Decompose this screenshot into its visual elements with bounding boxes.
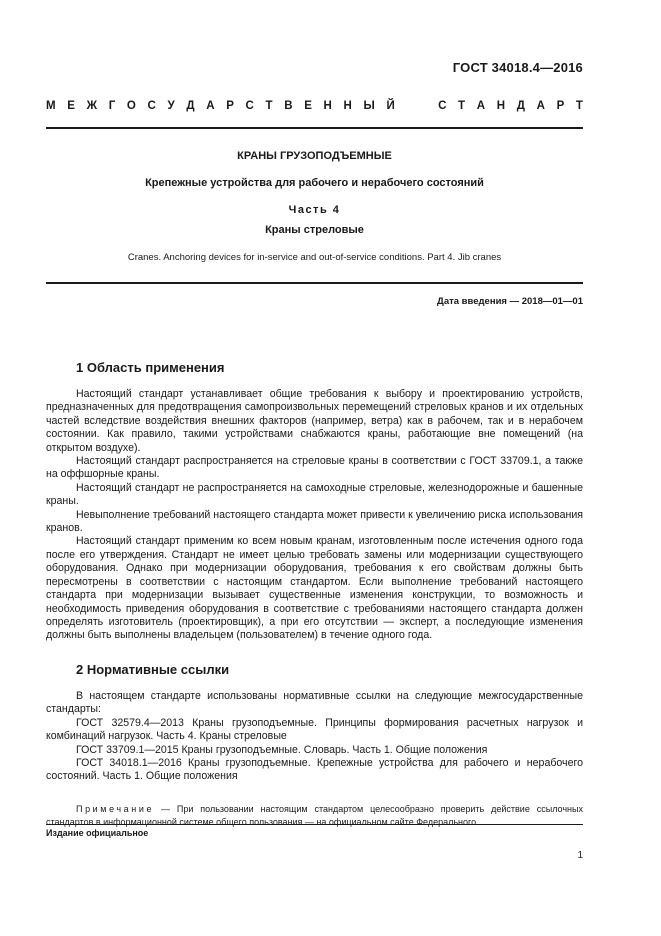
banner-letter: С xyxy=(147,100,156,112)
header-rule xyxy=(46,127,583,129)
banner-gap xyxy=(406,100,426,112)
banner-letter: А xyxy=(206,100,215,112)
paragraph: Настоящий стандарт распространяется на стреловые краны в соответствии с ГОСТ 33709.1, а также на оффшорные краны. xyxy=(46,455,583,481)
banner-letter: Е xyxy=(67,100,75,112)
banner-letter: Т xyxy=(265,100,273,112)
banner-letter: М xyxy=(46,100,56,112)
banner-letter: Й xyxy=(386,100,395,112)
document-title: КРАНЫ ГРУЗОПОДЪЕМНЫЕ xyxy=(237,150,392,162)
reference-item: ГОСТ 33709.1—2015 Краны грузоподъемные. Словарь. Часть 1. Общие положения xyxy=(76,743,488,756)
paragraph: Настоящий стандарт применим ко всем новым кранам, изготовленным после истечения одного года после его утверждения. Стандарт не имеет целью требовать замены или модернизации существующего оборудования. Однако при модернизации оборудования, требования к его свойствам должны быть пересмотрены в соответствии с настоящим стандартом. Если выполнение требований настоящего стандарта при модернизации вызывает существенные изменения конструкции, то возможность и необходимость приведения оборудования в соответствие с требованиями настоящего стандарта должен определять изготовитель (проектировщик), а при его отсутствии — эксперт, а последующие изменения должны быть выполнены владельцем (пользователем) в течение одного года. xyxy=(46,535,583,642)
banner-letter: А xyxy=(536,100,545,112)
standard-code: ГОСТ 34018.4—2016 xyxy=(452,60,583,75)
paragraph: Настоящий стандарт не распространяется на самоходные стреловые, железнодорожные и башенные краны. xyxy=(46,481,583,508)
part-name: Краны стреловые xyxy=(265,224,364,236)
banner-letter: Р xyxy=(226,100,234,112)
banner-letter: Н xyxy=(343,100,352,112)
banner-letter: Ы xyxy=(363,100,375,112)
banner-letter: Р xyxy=(556,100,565,112)
paragraph: В настоящем стандарте использованы нормативные ссылки на следующие межгосударственные стандарты: xyxy=(46,690,583,716)
section-2-heading: 2 Нормативные ссылки xyxy=(76,662,230,677)
banner-letter: Н xyxy=(323,100,332,112)
part-number: Часть 4 xyxy=(288,204,341,216)
banner-letter: Д xyxy=(516,100,525,112)
title-rule xyxy=(46,282,583,284)
footer-rule xyxy=(46,824,583,825)
banner-letter: Д xyxy=(186,100,195,112)
note-text: — При пользовании настоящим стандартом целесообразно проверить действие ссылочных стандартов в информационной системе общего пользования — на официальном сайте Федерального xyxy=(46,804,583,827)
paragraph: Невыполнение требований настоящего стандарта может привести к увеличению риска использования кранов. xyxy=(46,508,583,535)
banner-letter: У xyxy=(167,100,175,112)
banner-letter: Е xyxy=(304,100,312,112)
document-subtitle: Крепежные устройства для рабочего и нерабочего состояний xyxy=(145,177,484,189)
banner-letter: А xyxy=(476,100,486,112)
paragraph: Настоящий стандарт устанавливает общие требования к выбору и проектированию устройств, предназначенных для предотвращения самопроизвольных перемещений стреловых кранов и их отдельных частей вследствие воздействия внешних факторов (например, ветра) как в рабочем, так и в нерабочем состоянии. Как правило, такими устройствами снабжаются краны, работающие вне помещений (на открытом воздухе). xyxy=(46,388,583,454)
english-title: Cranes. Anchoring devices for in-service and out-of-service conditions. Part 4. Jib cranes xyxy=(127,252,502,263)
banner-letter: Т xyxy=(458,100,466,112)
section-1-heading: 1 Область применения xyxy=(76,360,225,375)
banner-letter: С xyxy=(245,100,254,112)
banner-letter: О xyxy=(126,100,136,112)
banner-letter: В xyxy=(284,100,293,112)
page-number: 1 xyxy=(577,850,583,861)
note-lead: Примечание xyxy=(76,804,155,814)
standard-type-banner xyxy=(46,100,583,112)
edition-label: Издание официальное xyxy=(46,828,149,838)
banner-letter: Т xyxy=(575,100,583,112)
reference-item: ГОСТ 34018.1—2016 Краны грузоподъемные. Крепежные устройства для рабочего и нерабочего состояний. Часть 1. Общие положения xyxy=(46,757,583,783)
banner-letter: Ж xyxy=(86,100,98,112)
note xyxy=(46,803,583,829)
section-2-body xyxy=(46,690,583,784)
banner-letter: Н xyxy=(496,100,506,112)
banner-letter: С xyxy=(438,100,447,112)
banner-letter: Г xyxy=(108,100,116,112)
section-1-body xyxy=(46,388,583,643)
reference-item: ГОСТ 32579.4—2013 Краны грузоподъемные. Принципы формирования расчетных нагрузок и комбинаций нагрузок. Часть 4. Краны стреловые xyxy=(46,716,583,743)
introduction-date: Дата введения — 2018—01—01 xyxy=(437,296,583,307)
